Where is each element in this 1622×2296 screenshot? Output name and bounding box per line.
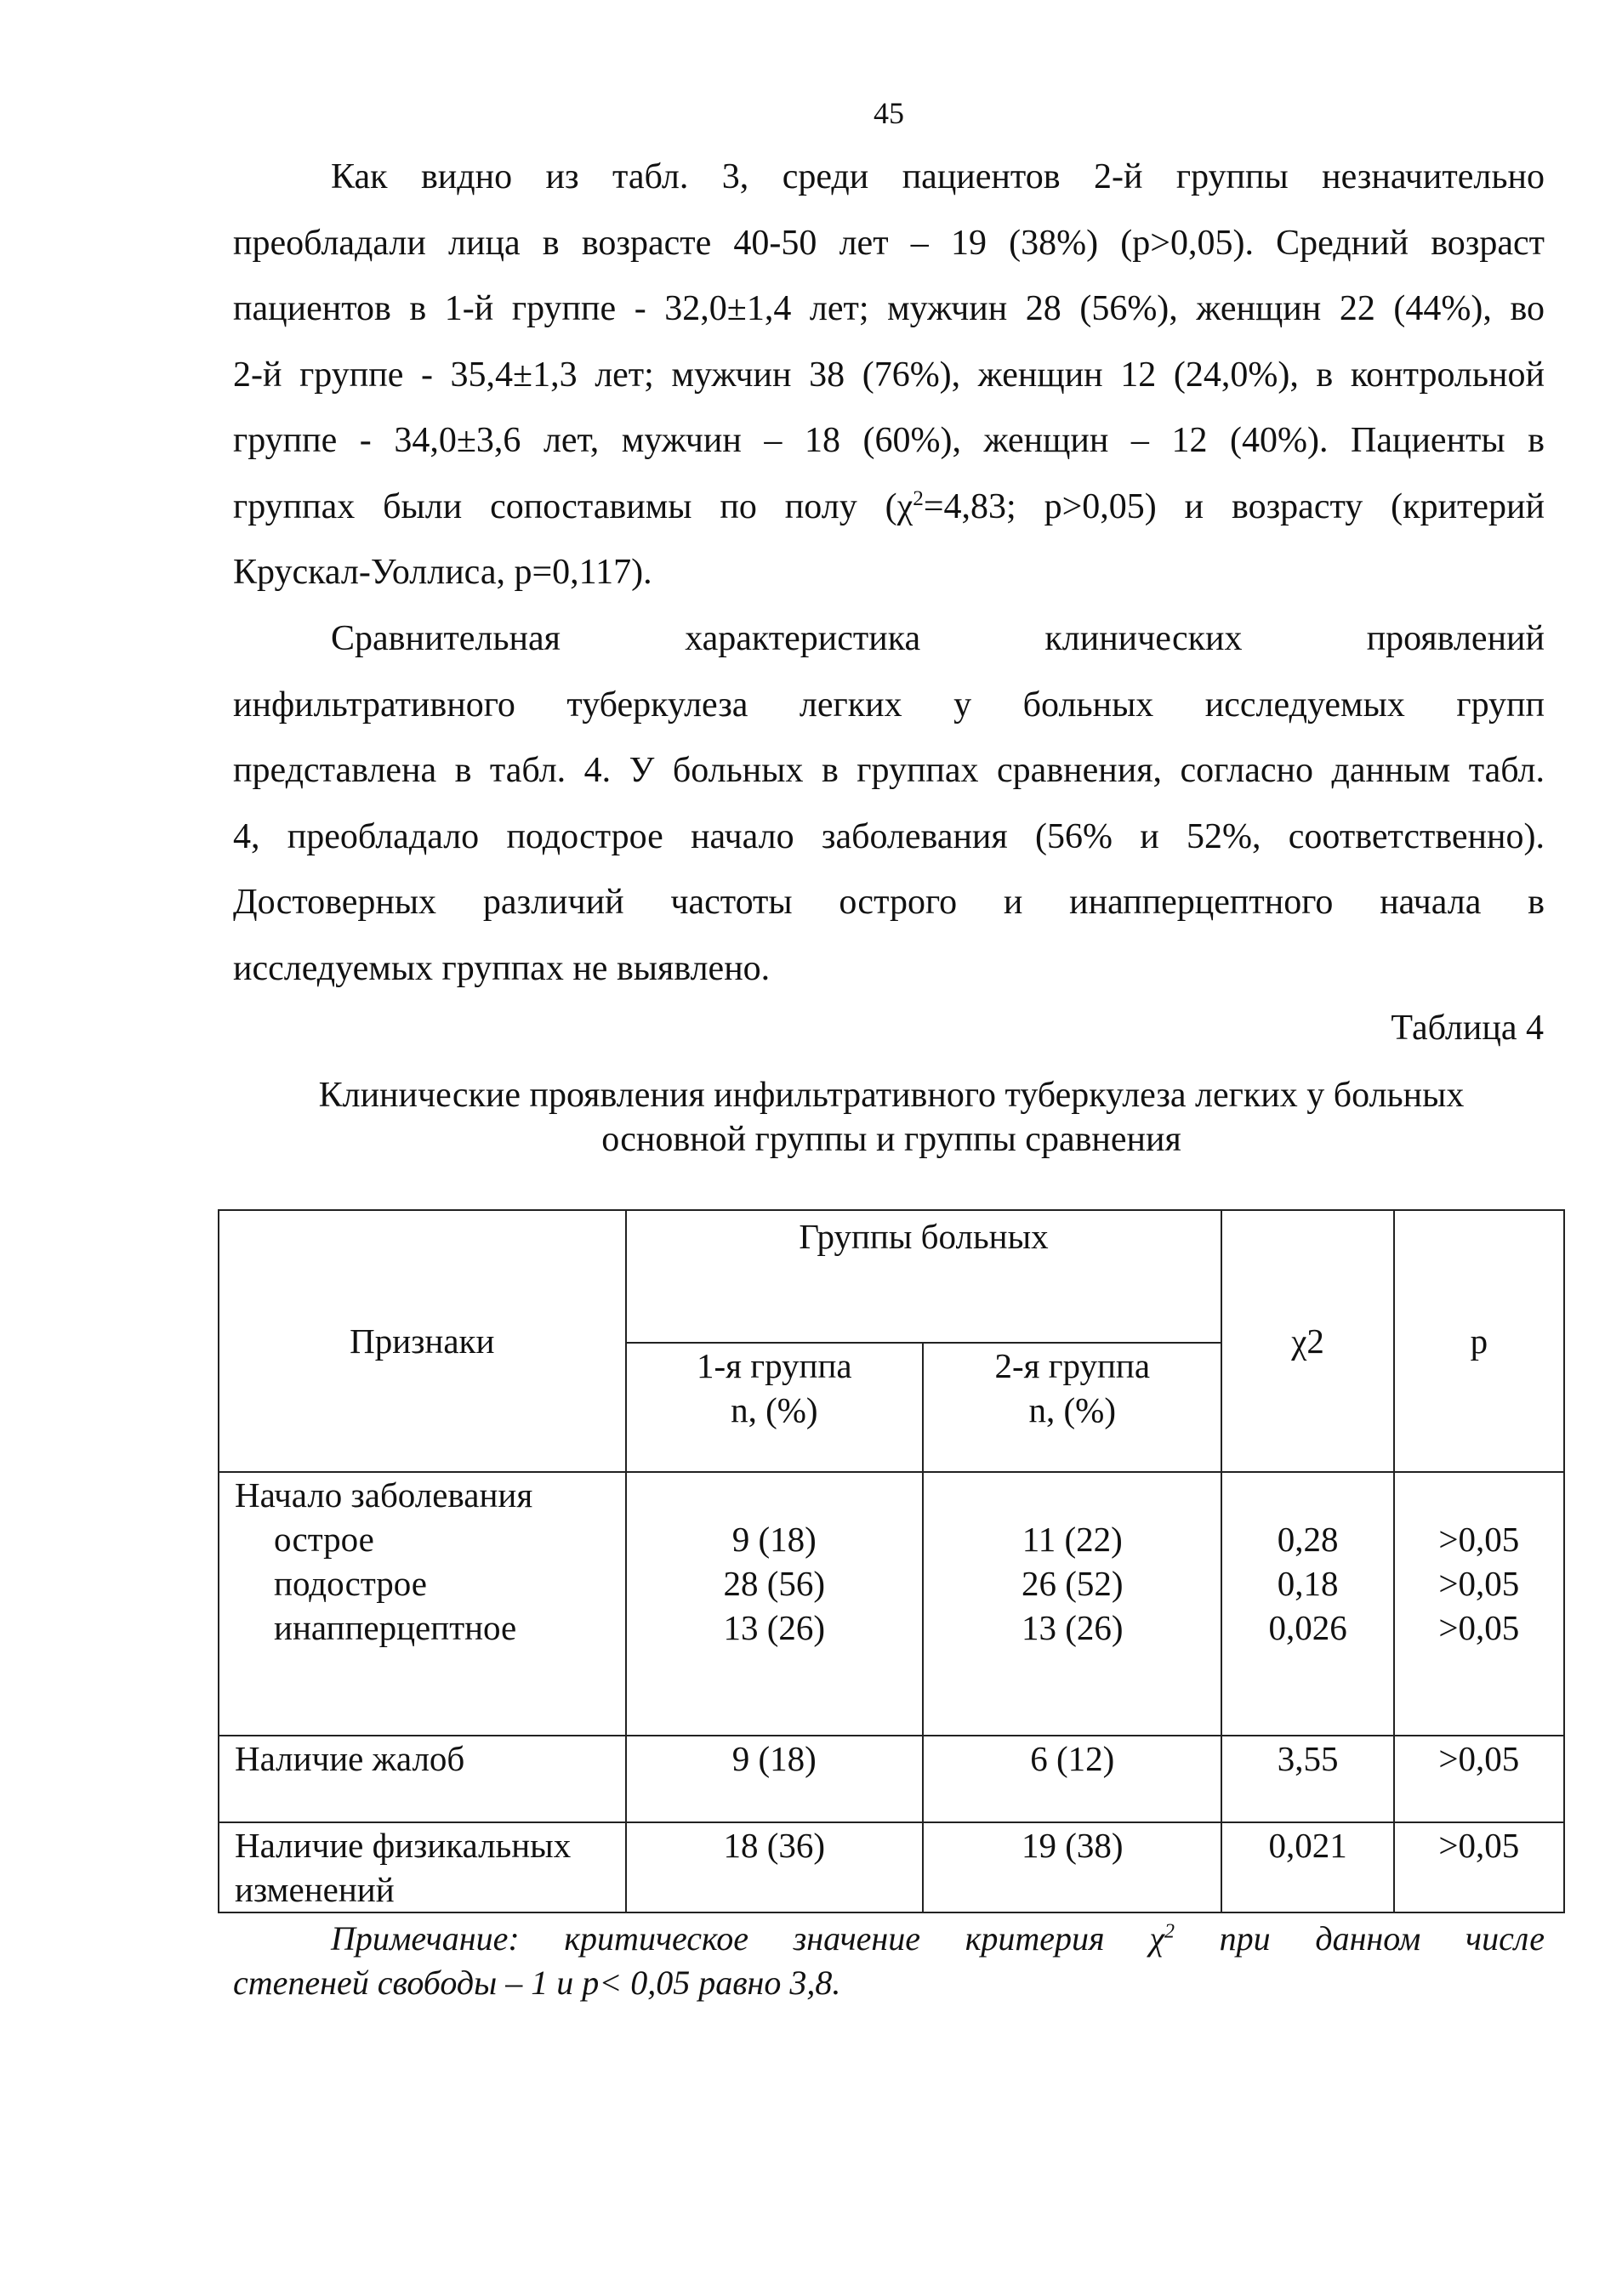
- table-cell-value: >0,05: [1394, 1822, 1564, 1912]
- header-group2: [923, 1343, 1221, 1472]
- onset-chi2-cell: [1221, 1472, 1393, 1736]
- table-cell-value: 13 (26): [723, 1608, 826, 1647]
- table-cell-value: 18 (36): [626, 1822, 923, 1912]
- table-cell-value: 28 (56): [723, 1564, 826, 1603]
- onset-g1-cell: [626, 1472, 923, 1736]
- onset-title: Начало заболевания: [235, 1475, 533, 1515]
- table-cell-value: >0,05: [1438, 1564, 1520, 1603]
- note-line: степеней свободы – 1 и p< 0,05 равно 3,8.: [233, 1964, 841, 2002]
- paragraph-text: =4,83; p>0,05) и возрасту (критерий: [923, 486, 1545, 526]
- table-row: [219, 1472, 1564, 1736]
- caption-line: основной группы и группы сравнения: [601, 1120, 1181, 1159]
- caption-line: Клинические проявления инфильтративного туберкулеза легких у больных: [318, 1076, 1465, 1115]
- paragraph-line: 4, преобладало подострое начало заболевания (56% и 52%, соответственно).: [233, 816, 1545, 856]
- table-cell-label: Наличие жалоб: [219, 1736, 626, 1822]
- superscript: 2: [1164, 1920, 1175, 1943]
- table-note: [233, 1917, 1545, 2005]
- header-groups: Группы больных: [626, 1210, 1222, 1343]
- table-cell-value: 13 (26): [1021, 1608, 1124, 1647]
- onset-g2-cell: [923, 1472, 1221, 1736]
- physical-label-line: изменений: [235, 1870, 395, 1909]
- page-number: 45: [874, 96, 904, 130]
- table-cell-value: 9 (18): [731, 1520, 817, 1559]
- paragraph-line: инфильтративного туберкулеза легких у больных исследуемых групп: [233, 685, 1545, 725]
- onset-item-label: острое: [274, 1520, 374, 1559]
- note-text: при данном числе: [1174, 1919, 1545, 1958]
- table-cell-value: 0,28: [1277, 1520, 1339, 1559]
- paragraph-1: [233, 145, 1545, 606]
- header-group2-unit: n, (%): [1028, 1390, 1116, 1429]
- table-cell-value: >0,05: [1438, 1520, 1520, 1559]
- header-group1-name: 1-я группа: [697, 1346, 852, 1385]
- table-cell-label: [219, 1822, 626, 1912]
- table-cell-value: 11 (22): [1022, 1520, 1123, 1559]
- table-cell-value: 0,18: [1277, 1564, 1339, 1603]
- table-cell-value: 3,55: [1221, 1736, 1393, 1822]
- table-row: [219, 1822, 1564, 1912]
- header-group1-unit: n, (%): [731, 1390, 818, 1429]
- onset-label-cell: [219, 1472, 626, 1736]
- physical-label-line: Наличие физикальных: [235, 1826, 572, 1865]
- paragraph-line: Как видно из табл. 3, среди пациентов 2-й группы незначительно: [331, 157, 1545, 196]
- table-cell-value: 6 (12): [923, 1736, 1221, 1822]
- paragraph-line: представлена в табл. 4. У больных в группах сравнения, согласно данным табл.: [233, 751, 1545, 790]
- table-cell-value: >0,05: [1394, 1736, 1564, 1822]
- paragraph-2: [233, 606, 1545, 1002]
- paragraph-line: Сравнительная характеристика клинических проявлений: [331, 619, 1545, 658]
- paragraph-line: группе - 34,0±3,6 лет, мужчин – 18 (60%), женщин – 12 (40%). Пациенты в: [233, 421, 1545, 460]
- paragraph-line: Крускал-Уоллиса, p=0,117).: [233, 553, 652, 592]
- table-caption: [219, 1073, 1564, 1162]
- table-cell-value: 26 (52): [1021, 1564, 1124, 1603]
- table-label: Таблица 4: [1391, 1009, 1544, 1048]
- paragraph-line: 2-й группе - 35,4±1,3 лет; мужчин 38 (76%), женщин 12 (24,0%), в контрольной: [233, 355, 1545, 395]
- onset-item-label: подострое: [274, 1564, 427, 1603]
- table-cell-value: 19 (38): [923, 1822, 1221, 1912]
- clinical-table: [218, 1209, 1565, 1913]
- paragraph-line: пациентов в 1-й группе - 32,0±1,4 лет; мужчин 28 (56%), женщин 22 (44%), во: [233, 289, 1545, 328]
- paragraph-text: группах были сопоставимы по полу (χ: [233, 486, 913, 526]
- paragraph-line: исследуемых группах не выявлено.: [233, 948, 771, 988]
- paragraph-line: преобладали лица в возрасте 40-50 лет – 19 (38%) (p>0,05). Средний возраст: [233, 223, 1545, 263]
- table-cell-value: 0,026: [1268, 1608, 1347, 1647]
- table-row: [219, 1736, 1564, 1822]
- header-group1: [626, 1343, 923, 1472]
- paragraph-line: Достоверных различий частоты острого и инапперцептного начала в: [233, 883, 1545, 922]
- table-cell-value: 9 (18): [626, 1736, 923, 1822]
- header-p: p: [1394, 1210, 1564, 1472]
- paragraph-line: [233, 475, 1545, 541]
- onset-p-cell: [1394, 1472, 1564, 1736]
- table-cell-value: >0,05: [1438, 1608, 1520, 1647]
- table-cell-value: 0,021: [1221, 1822, 1393, 1912]
- header-chi2: χ2: [1221, 1210, 1393, 1472]
- header-group2-name: 2-я группа: [994, 1346, 1151, 1385]
- note-line: [233, 1917, 1545, 1961]
- onset-item-label: инапперцептное: [274, 1608, 517, 1647]
- note-text: Примечание: критическое значение критерия χ: [331, 1919, 1164, 1958]
- header-signs: Признаки: [219, 1210, 626, 1472]
- superscript: 2: [913, 486, 924, 510]
- table-header-row: [219, 1210, 1564, 1343]
